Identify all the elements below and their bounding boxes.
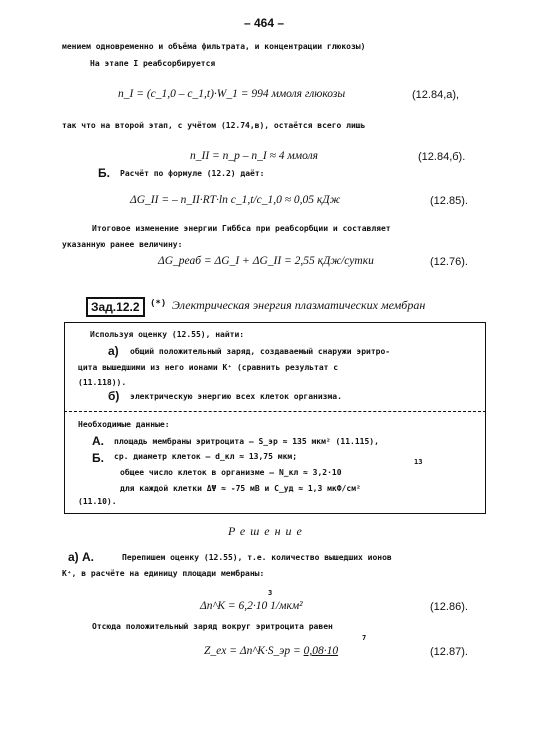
equation-number-12-86: (12.86).: [430, 601, 468, 613]
equation-12-87-main: Z_ex = Δn^K·S_эр =: [204, 645, 304, 657]
text-after-12-84a: так что на второй этап, с учётом (12.74,в), остаётся всего лишь: [62, 121, 366, 130]
equation-12-76: ΔG_реаб = ΔG_I + ΔG_II = 2,55 кДж/сутки: [158, 255, 374, 267]
task-tag: Зад.12.2: [86, 297, 145, 317]
solution-a-letters: а) А.: [68, 550, 95, 564]
box-data-b-line-2: общее число клеток в организме – N_кл ≈ 3,2·10: [120, 468, 342, 477]
box-needed-heading: Необходимые данные:: [78, 420, 170, 429]
equation-number-12-85: (12.85).: [430, 195, 468, 207]
solution-heading: Решение: [228, 524, 307, 538]
page-number: – 464 –: [244, 16, 285, 30]
equation-12-87: [204, 645, 338, 657]
solution-a-line-2: K⁺, в расчёте на единицу площади мембраны:: [62, 569, 265, 578]
section-b-letter: Б.: [98, 166, 110, 180]
summary-line-2: указанную ранее величину:: [62, 240, 183, 249]
equation-number-12-84b: (12.84,б).: [418, 151, 466, 163]
text-after-12-86: Отсюда положительный заряд вокруг эритроцита равен: [92, 622, 333, 631]
box-item-a-line-2: цита вышедшими из него ионами K⁺ (сравнить результат с: [78, 363, 339, 372]
equation-12-85: ΔG_II = – n_II·RT·ln c_1,t/c_1,0 ≈ 0,05 кДж: [130, 194, 341, 206]
box-item-a-line-1: общий положительный заряд, создаваемый снаружи эритро-: [130, 347, 391, 356]
equation-12-84b: n_II = n_p – n_I ≈ 4 ммоля: [190, 150, 318, 162]
box-item-b-letter: б): [108, 389, 120, 403]
box-data-b-letter: Б.: [92, 451, 104, 465]
equation-12-87-underlined: 0,08·10: [303, 645, 339, 657]
equation-12-86-exponent: 3: [268, 589, 273, 597]
equation-number-12-76: (12.76).: [430, 256, 468, 268]
equation-number-12-87: (12.87).: [430, 646, 468, 658]
box-data-b-line-3: для каждой клетки ΔΨ ≈ -75 мВ и C_уд ≈ 1,3 мкФ/см²: [120, 484, 361, 493]
intro-line-2: На этапе I реабсорбируется: [90, 59, 216, 68]
box-data-b-exponent: 13: [414, 458, 423, 466]
section-b-text: Расчёт по формуле (12.2) даёт:: [120, 169, 265, 178]
equation-12-86: Δn^K = 6,2·10 1/мкм²: [200, 600, 303, 612]
box-item-a-line-3: (11.118)).: [78, 378, 127, 387]
equation-number-12-84a: (12.84,а),: [412, 89, 460, 101]
box-lead: Используя оценку (12.55), найти:: [90, 330, 245, 339]
box-item-b-line: электрическую энергию всех клеток организма.: [130, 392, 342, 401]
summary-line-1: Итоговое изменение энергии Гиббса при реабсорбции и составляет: [92, 224, 391, 233]
box-data-a-letter: А.: [92, 434, 104, 448]
box-item-a-letter: а): [108, 344, 119, 358]
equation-12-87-exponent: 7: [362, 634, 367, 642]
box-data-b-line-4: (11.10).: [78, 497, 117, 506]
task-box-divider: [64, 411, 486, 412]
equation-12-84a: n_I = (c_1,0 – c_1,t)·W_1 = 994 ммоля глюкозы: [118, 88, 346, 100]
solution-a-line-1: Перепишем оценку (12.55), т.е. количество вышедших ионов: [122, 553, 392, 562]
intro-line-1: мением одновременно и объёма фильтрата, и концентрации глюкозы): [62, 42, 366, 51]
box-data-a-line: площадь мембраны эритроцита – S_эр ≈ 135 мкм² (11.115),: [114, 437, 379, 446]
task-title: Электрическая энергия плазматических мембран: [172, 298, 426, 312]
task-mark: (*): [150, 299, 167, 309]
box-data-b-line-1: ср. диаметр клеток – d_кл ≈ 13,75 мкм;: [114, 452, 298, 461]
